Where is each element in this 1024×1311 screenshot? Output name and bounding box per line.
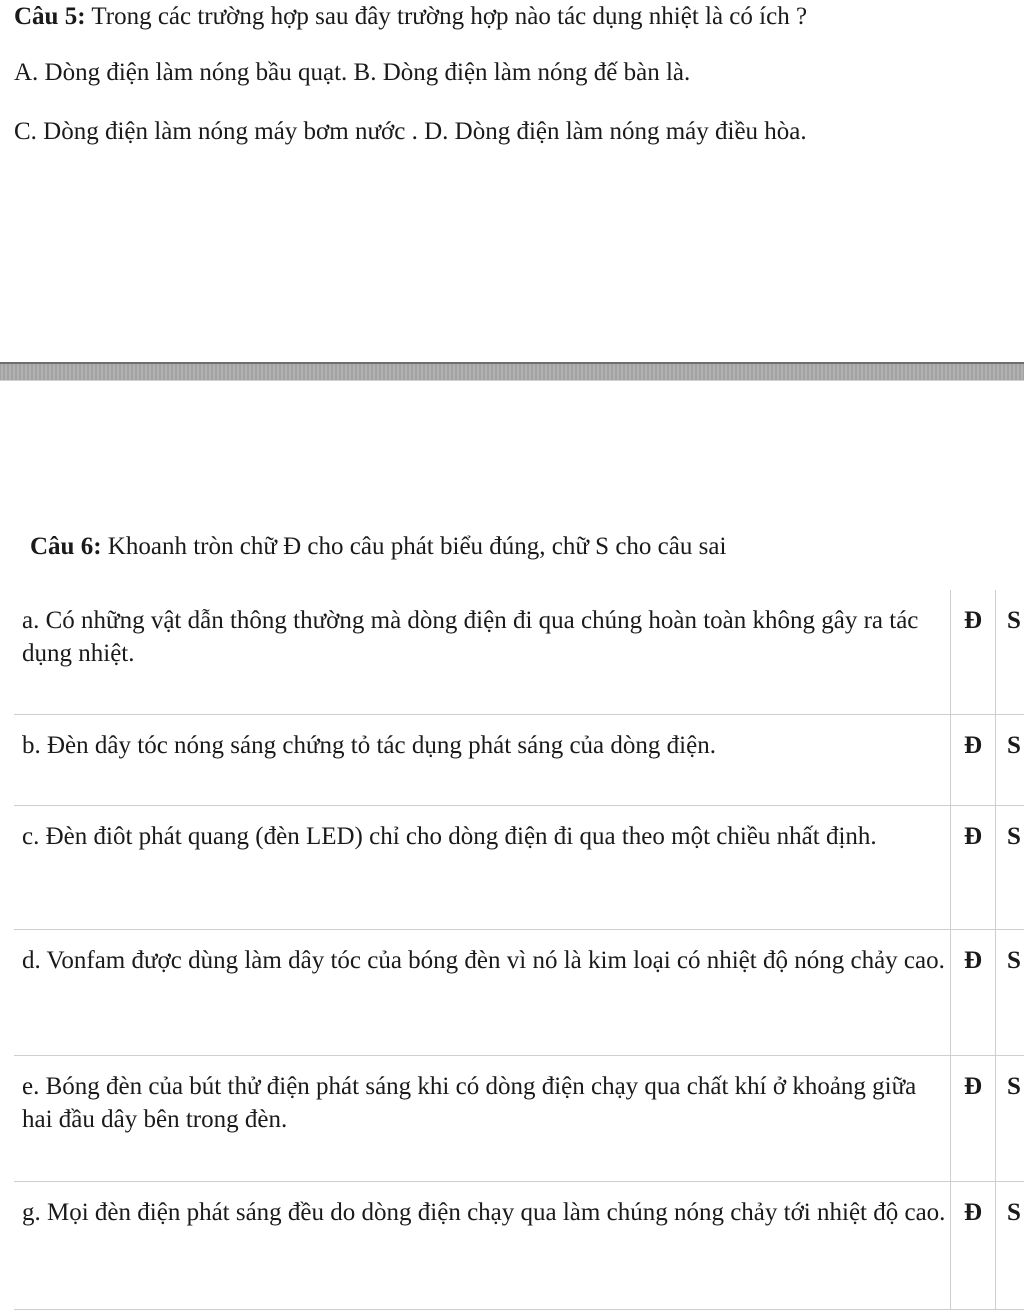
true-option[interactable]: Đ: [951, 590, 996, 714]
question-6-text: Khoanh tròn chữ Đ cho câu phát biểu đúng, chữ S cho câu sai: [101, 533, 727, 560]
true-option[interactable]: Đ: [951, 1055, 996, 1181]
page-divider: [0, 362, 1024, 381]
table-row: [14, 1181, 1024, 1309]
statement-c: c. Đèn điôt phát quang (đèn LED) chỉ cho dòng điện đi qua theo một chiều nhất định.: [14, 805, 951, 929]
statement-a: a. Có những vật dẫn thông thường mà dòng điện đi qua chúng hoàn toàn không gây ra tác dụng nhiệt.: [14, 590, 951, 714]
statement-b: b. Đèn dây tóc nóng sáng chứng tỏ tác dụng phát sáng của dòng điện.: [14, 714, 951, 805]
false-option[interactable]: S: [996, 714, 1024, 805]
table-row: [14, 929, 1024, 1055]
table-row: [14, 590, 1024, 714]
table-row: [14, 805, 1024, 929]
false-option[interactable]: S: [996, 590, 1024, 714]
statement-g: g. Mọi đèn điện phát sáng đều do dòng điện chạy qua làm chúng nóng chảy tới nhiệt độ cao.: [14, 1181, 951, 1309]
question-5-title: [14, 2, 807, 32]
statement-e: e. Bóng đèn của bút thử điện phát sáng khi có dòng điện chạy qua chất khí ở khoảng giữa hai đầu dây bên trong đèn.: [14, 1055, 951, 1181]
statement-d: d. Vonfam được dùng làm dây tóc của bóng đèn vì nó là kim loại có nhiệt độ nóng chảy cao.: [14, 929, 951, 1055]
question-5-text: Trong các trường hợp sau đây trường hợp nào tác dụng nhiệt là có ích ?: [85, 3, 808, 30]
question-5-label: Câu 5:: [14, 3, 86, 30]
table-row: [14, 714, 1024, 805]
table-row: [14, 1055, 1024, 1181]
question-5-options-cd: C. Dòng điện làm nóng máy bơm nước . D. Dòng điện làm nóng máy điều hòa.: [14, 118, 807, 145]
true-option[interactable]: Đ: [951, 929, 996, 1055]
true-option[interactable]: Đ: [951, 1181, 996, 1309]
false-option[interactable]: S: [996, 1181, 1024, 1309]
question-6-table: [14, 590, 1024, 1310]
true-option[interactable]: Đ: [951, 805, 996, 929]
false-option[interactable]: S: [996, 1055, 1024, 1181]
false-option[interactable]: S: [996, 929, 1024, 1055]
question-6-title: [30, 532, 726, 562]
true-option[interactable]: Đ: [951, 714, 996, 805]
question-5-options-ab: A. Dòng điện làm nóng bầu quạt. B. Dòng điện làm nóng đế bàn là.: [14, 59, 691, 86]
question-6-label: Câu 6:: [30, 533, 102, 560]
false-option[interactable]: S: [996, 805, 1024, 929]
